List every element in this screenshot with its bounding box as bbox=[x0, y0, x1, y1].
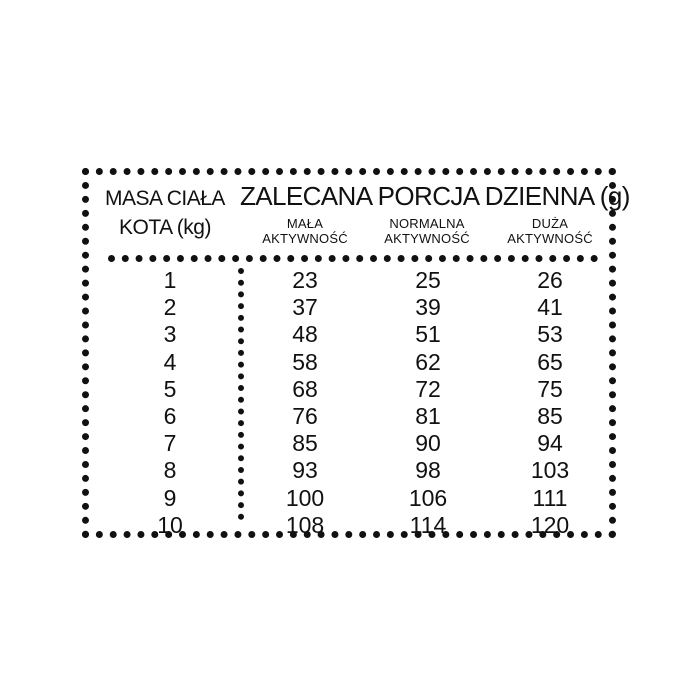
mass-header-line1: MASA CIAŁA bbox=[105, 187, 225, 210]
mass-column-header bbox=[100, 184, 230, 242]
activity-header-low bbox=[245, 216, 365, 246]
table-cell: 93 bbox=[292, 457, 318, 484]
activity-header-line2: AKTYWNOŚĆ bbox=[507, 231, 593, 246]
table-cell: 1 bbox=[163, 267, 177, 293]
table-cell: 37 bbox=[292, 294, 318, 321]
table-cell: 85 bbox=[537, 403, 563, 430]
mass-column bbox=[130, 267, 210, 539]
activity-header-line1: NORMALNA bbox=[389, 216, 465, 231]
table-cell: 5 bbox=[163, 375, 177, 402]
activity-header-line2: AKTYWNOŚĆ bbox=[262, 231, 348, 246]
table-cell: 120 bbox=[530, 511, 570, 538]
low-activity-column bbox=[265, 267, 345, 539]
table-cell: 53 bbox=[537, 321, 563, 348]
table-cell: 39 bbox=[415, 294, 441, 321]
column-divider bbox=[238, 268, 244, 520]
table-cell: 51 bbox=[415, 321, 441, 348]
table-cell: 23 bbox=[292, 267, 318, 293]
table-cell: 98 bbox=[415, 457, 441, 484]
normal-activity-column bbox=[388, 267, 468, 539]
table-cell: 58 bbox=[292, 348, 318, 375]
table-cell: 10 bbox=[157, 511, 183, 538]
header-divider bbox=[108, 255, 598, 262]
activity-header-line1: DUŻA bbox=[531, 216, 569, 231]
table-cell: 100 bbox=[285, 484, 325, 511]
table-cell: 26 bbox=[537, 267, 563, 293]
activity-header-high bbox=[490, 216, 610, 246]
table-cell: 114 bbox=[409, 511, 447, 538]
table-cell: 94 bbox=[537, 430, 563, 457]
table-cell: 6 bbox=[163, 403, 177, 430]
activity-header-line1: MAŁA bbox=[286, 216, 324, 231]
table-cell: 8 bbox=[163, 457, 177, 484]
table-cell: 85 bbox=[292, 430, 318, 457]
table-cell: 7 bbox=[163, 430, 177, 457]
table-cell: 108 bbox=[285, 511, 325, 538]
table-cell: 106 bbox=[408, 484, 448, 511]
table-cell: 4 bbox=[163, 348, 177, 375]
table-cell: 62 bbox=[415, 348, 441, 375]
table-cell: 2 bbox=[163, 294, 177, 321]
high-activity-column bbox=[510, 267, 590, 539]
table-cell: 25 bbox=[415, 267, 441, 293]
mass-header-line2: KOTA (kg) bbox=[119, 216, 211, 239]
table-cell: 68 bbox=[292, 375, 318, 402]
table-cell: 111 bbox=[532, 484, 568, 511]
activity-header-line2: AKTYWNOŚĆ bbox=[384, 231, 470, 246]
table-cell: 76 bbox=[292, 403, 318, 430]
table-cell: 41 bbox=[537, 294, 563, 321]
portion-header: ZALECANA PORCJA DZIENNA (g) bbox=[240, 181, 630, 211]
table-cell: 65 bbox=[537, 348, 563, 375]
activity-header-normal bbox=[367, 216, 487, 246]
table-cell: 103 bbox=[530, 457, 570, 484]
table-cell: 3 bbox=[163, 321, 177, 348]
table-cell: 75 bbox=[537, 375, 563, 402]
table-cell: 72 bbox=[415, 375, 441, 402]
table-cell: 9 bbox=[163, 484, 177, 511]
table-cell: 81 bbox=[415, 403, 441, 430]
table-cell: 48 bbox=[292, 321, 318, 348]
table-cell: 90 bbox=[415, 430, 441, 457]
